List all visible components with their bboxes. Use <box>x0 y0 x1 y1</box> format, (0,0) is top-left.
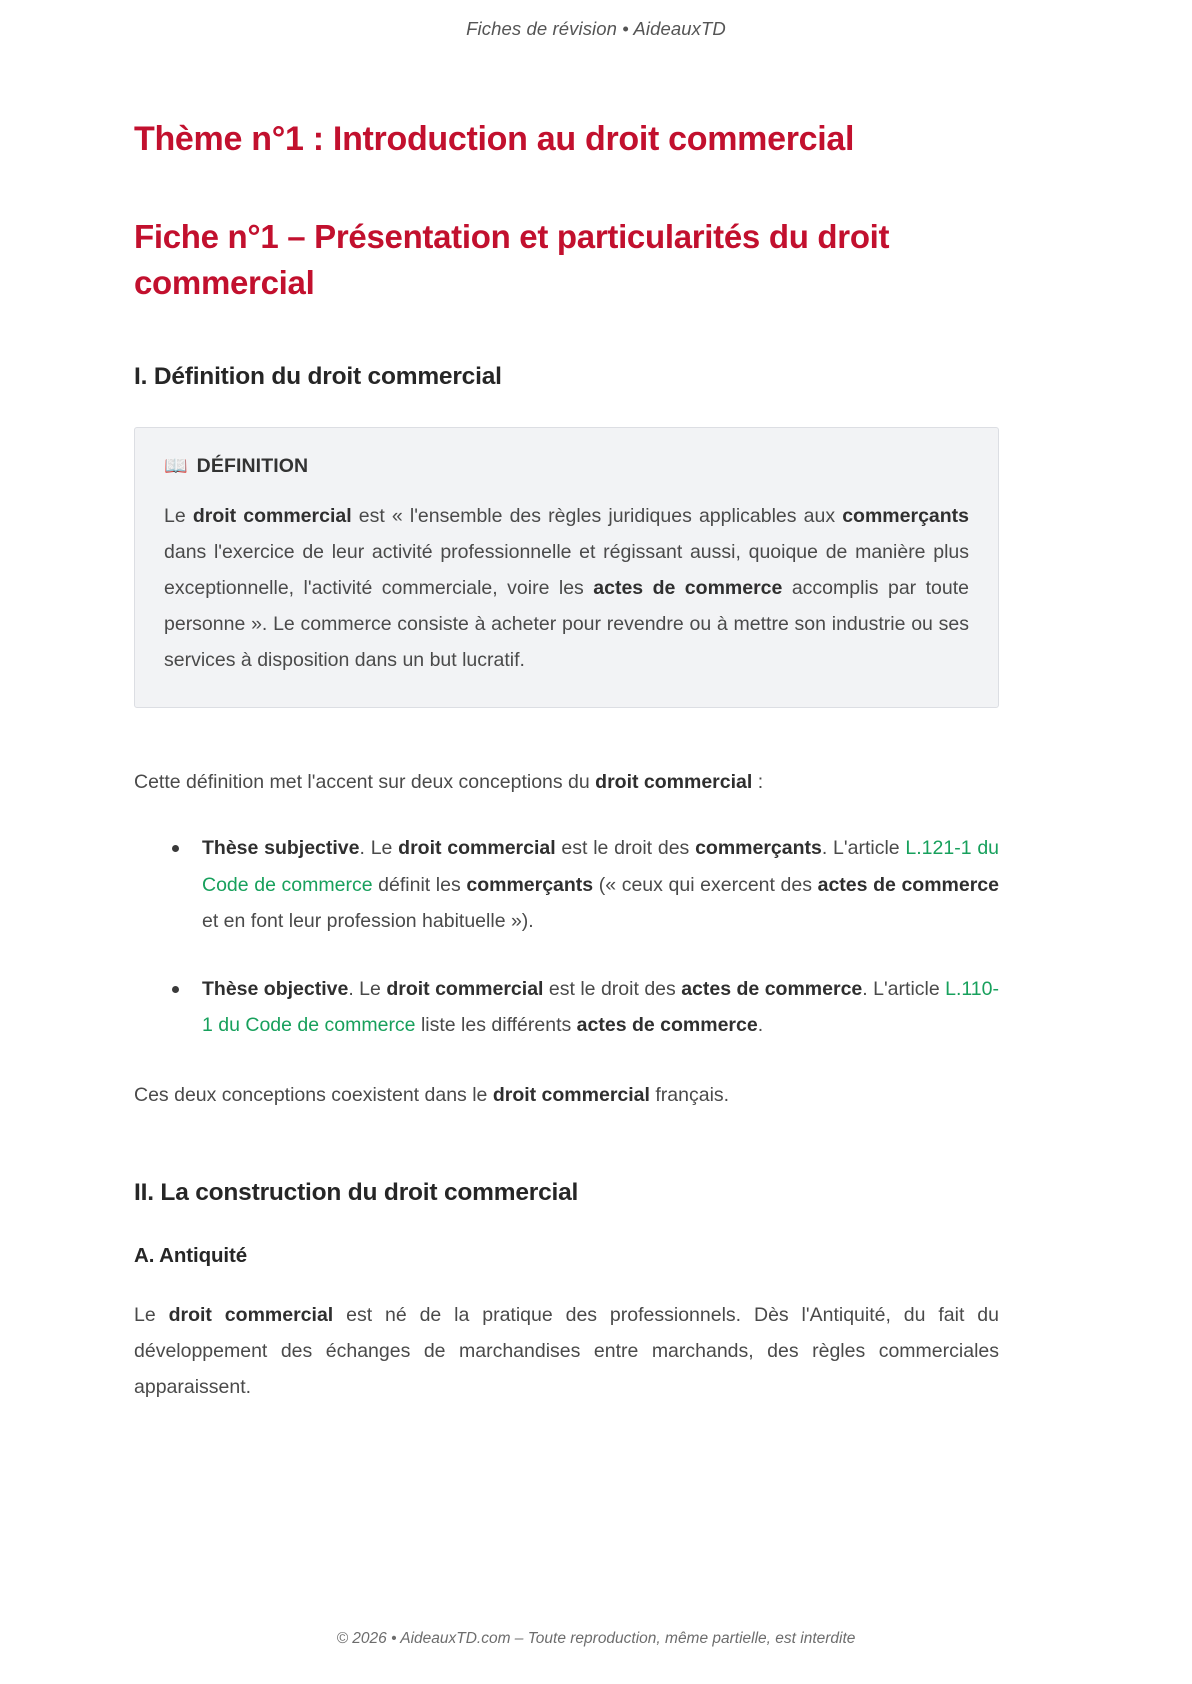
document-content <box>134 46 999 1630</box>
paragraph-coexistence <box>134 1077 999 1113</box>
spacer <box>134 1143 999 1177</box>
legal-reference: L.121-1 du Code de commerce <box>202 837 1000 896</box>
list-item <box>134 830 999 938</box>
text-run: accomplis par toute personne ». Le commerce consiste à acheter pour revendre ou à mettre son industrie ou ses services à disposition dans un but lucratif. <box>164 577 969 672</box>
text-run: Le <box>164 505 193 528</box>
emphasis-term: commerçants <box>695 837 822 860</box>
text-run: . L'article <box>862 977 946 1000</box>
text-run: français. <box>649 1083 730 1106</box>
text-run: Cette définition met l'accent sur deux conceptions du <box>134 771 596 794</box>
legal-reference: L.110-1 du Code de commerce <box>202 977 999 1036</box>
emphasis-term: commerçants <box>466 873 594 896</box>
text-run: définit les <box>372 873 467 896</box>
text-run: Le <box>134 1304 169 1327</box>
text-run: et en font leur profession habituelle »). <box>202 909 534 932</box>
emphasis-term: droit commercial <box>492 1083 650 1106</box>
text-run: . L'article <box>821 837 906 860</box>
text-run: est le droit des <box>555 837 696 860</box>
fiche-title: Fiche n°1 – Présentation et particularités du droit commercial <box>134 217 890 302</box>
text-run: . <box>757 1013 764 1036</box>
list-item <box>134 971 999 1043</box>
definition-callout-label: DÉFINITION <box>196 455 309 478</box>
emphasis-term: droit commercial <box>595 771 753 794</box>
definition-callout-text <box>164 498 969 678</box>
emphasis-term: droit commercial <box>386 977 544 1000</box>
text-run: liste les différents <box>415 1013 577 1036</box>
emphasis-term: droit commercial <box>168 1304 334 1327</box>
running-footer: © 2026 • AideauxTD.com – Toute reproduction, même partielle, est interdite <box>336 1630 856 1647</box>
emphasis-term: Thèse subjective <box>202 837 360 860</box>
book-icon: 📖 <box>164 456 188 478</box>
text-run: est né de la pratique des professionnels. Dès l'Antiquité, du fait du développement des échanges de marchandises entre marchands, des règles commerciales apparaissent. <box>134 1304 999 1399</box>
conceptions-list <box>134 830 999 1042</box>
emphasis-term: actes de commerce <box>576 1013 758 1036</box>
emphasis-term: commerçants <box>842 505 970 528</box>
emphasis-term: Thèse objective <box>202 977 349 1000</box>
emphasis-term: droit commercial <box>192 505 352 528</box>
emphasis-term: droit commercial <box>398 837 556 860</box>
section-heading-1: I. Définition du droit commercial <box>134 363 502 391</box>
text-run: : <box>752 771 764 794</box>
text-run: . Le <box>359 837 399 860</box>
text-run: dans l'exercice de leur activité professionnelle et régissant aussi, quoique de manière plus exceptionnelle, l'activité commerciale, voire les <box>164 541 969 600</box>
paragraph-antiquite <box>134 1297 999 1405</box>
emphasis-term: actes de commerce <box>817 873 999 896</box>
text-run: Ces deux conceptions coexistent dans le <box>134 1083 493 1106</box>
emphasis-term: actes de commerce <box>681 977 863 1000</box>
emphasis-term: actes de commerce <box>593 577 783 600</box>
subsection-heading-a: A. Antiquité <box>134 1243 248 1267</box>
text-run: (« ceux qui exercent des <box>593 873 818 896</box>
theme-title: Thème n°1 : Introduction au droit commercial <box>134 120 855 158</box>
definition-callout-header <box>164 455 969 478</box>
definition-callout <box>134 427 999 708</box>
running-header: Fiches de révision • AideauxTD <box>466 18 726 39</box>
paragraph-two-conceptions <box>134 764 999 800</box>
text-run: est le droit des <box>543 977 682 1000</box>
text-run: est « l'ensemble des règles juridiques applicables aux <box>351 505 843 528</box>
text-run: . Le <box>348 977 387 1000</box>
section-heading-2: II. La construction du droit commercial <box>134 1178 579 1206</box>
